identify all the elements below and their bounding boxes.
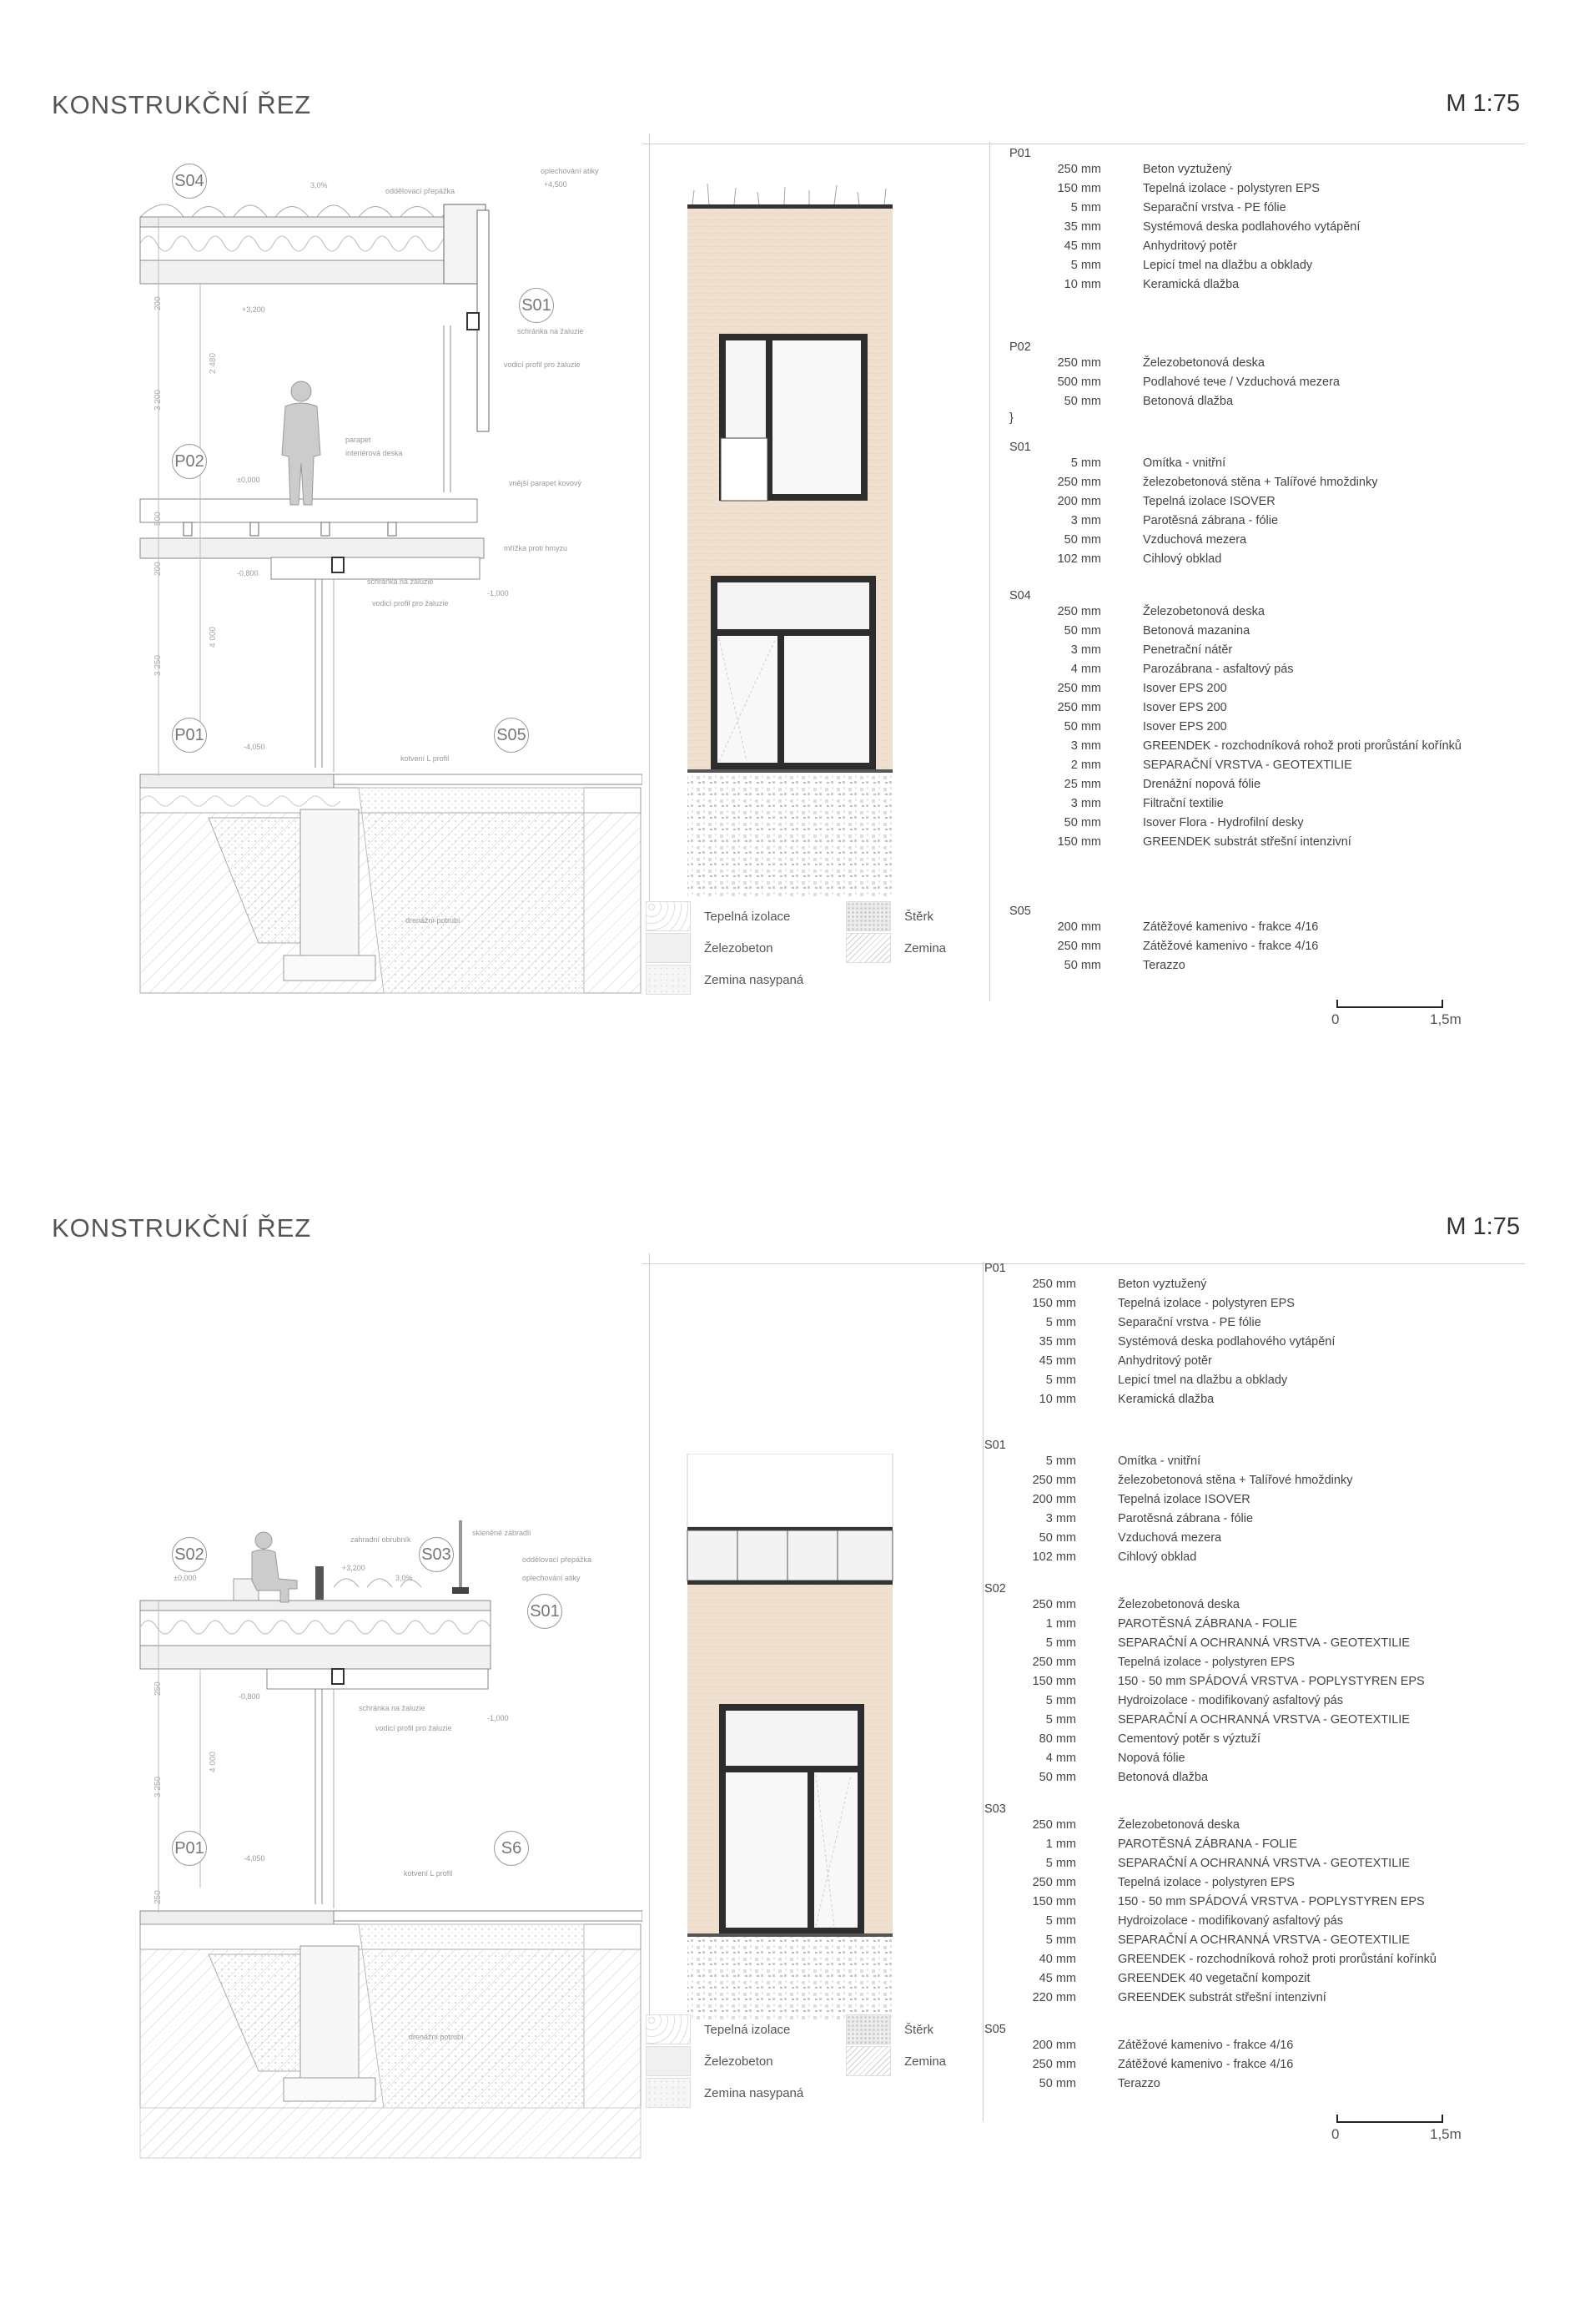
legend-swatch-zemina (846, 933, 891, 963)
annotation: vodicí profil pro žaluzie (504, 360, 581, 369)
layer-group-code: S03 (984, 1802, 1006, 1816)
annotation: oddělovací přepážka (522, 1555, 592, 1564)
annotation: schránka na žaluzie (367, 577, 434, 586)
legend-swatch-sterk (846, 2014, 891, 2044)
layer-thickness: 80 mm (1039, 1732, 1076, 1746)
annotation: interiérová deska (345, 449, 403, 457)
layer-material: GREENDEK substrát střešní intenzivní (1118, 1991, 1326, 2004)
legend-swatch-izolace (646, 2014, 691, 2044)
layer-thickness: 5 mm (1045, 1374, 1076, 1387)
layer-material: Beton vyztužený (1143, 163, 1232, 176)
facade-elevation (684, 167, 901, 901)
sheet-title: KONSTRUKČNÍ ŘEZ (52, 1213, 312, 1243)
annotation: drenážní potrubí (409, 2033, 464, 2041)
person-figure (277, 380, 325, 509)
layer-material: Beton vyztužený (1118, 1278, 1207, 1291)
annotation: +3,200 (242, 305, 265, 314)
layer-material: Lepicí tmel na dlažbu a obklady (1143, 259, 1313, 272)
layer-thickness: 5 mm (1070, 201, 1101, 214)
annotation: oplechování atiky (522, 1574, 581, 1582)
layer-material: PAROTĚSNÁ ZÁBRANA - FOLIE (1118, 1838, 1297, 1851)
legend-swatch-zelezobeton (646, 933, 691, 963)
layer-material: Zátěžové kamenivo - frakce 4/16 (1118, 2039, 1294, 2052)
layer-material: Isover EPS 200 (1143, 682, 1227, 695)
layer-thickness: 4 mm (1070, 663, 1101, 676)
legend-swatch-izolace (646, 901, 691, 931)
layer-thickness: 45 mm (1039, 1972, 1076, 1985)
annotation: vodicí profil pro žaluzie (372, 599, 449, 607)
dimension: 3 250 (153, 1776, 163, 1797)
layer-material: Cihlový obklad (1118, 1550, 1197, 1564)
seated-person-figure (242, 1530, 300, 1606)
section-tag-s03: S03 (419, 1537, 454, 1572)
layer-material: Omítka - vnitřní (1143, 456, 1226, 470)
layer-group-code: S05 (984, 2023, 1006, 2036)
construction-section-drawing (133, 1520, 642, 2188)
layer-material: Drenážní nopová fólie (1143, 778, 1261, 791)
layer-group-p02: P02 250 mm Železobetonová deska 500 mm Podlahové tече / Vzduchová mezera 50 mm Betonová dlažba } (1009, 340, 1340, 425)
layer-thickness: 5 mm (1045, 1933, 1076, 1947)
layer-material: Nopová fólie (1118, 1752, 1185, 1765)
annotation: ±0,000 (174, 1574, 197, 1582)
annotation: vodicí profil pro žaluzie (375, 1724, 452, 1732)
layer-thickness: 5 mm (1070, 456, 1101, 470)
layer-material: Separační vrstva - PE fólie (1118, 1316, 1261, 1329)
layer-thickness: 3 mm (1070, 739, 1101, 753)
layer-composition-list (1009, 147, 1560, 1006)
layer-thickness: 1 mm (1045, 1617, 1076, 1631)
layer-group-code: S01 (984, 1439, 1006, 1452)
layer-thickness: 150 mm (1032, 1297, 1076, 1310)
layer-thickness: 50 mm (1064, 720, 1101, 733)
layer-thickness: 250 mm (1057, 163, 1101, 176)
divider (649, 134, 650, 901)
layer-thickness: 220 mm (1032, 1991, 1076, 2004)
layer-material: Systémová deska podlahového vytápění (1143, 220, 1361, 234)
layer-thickness: 250 mm (1057, 356, 1101, 370)
sheet-title: KONSTRUKČNÍ ŘEZ (52, 90, 312, 119)
layer-group-s02 (984, 1582, 1425, 1787)
dimension: 250 (153, 1890, 163, 1904)
layer-thickness: 250 mm (1057, 605, 1101, 618)
layer-material: Anhydritový potěr (1143, 239, 1237, 253)
layer-thickness: 102 mm (1057, 552, 1101, 566)
annotation: vnější parapet kovový (509, 479, 582, 487)
dimension: 500 (153, 512, 163, 526)
layer-thickness: 250 mm (1032, 1598, 1076, 1611)
annotation: ±0,000 (237, 476, 260, 484)
layer-thickness: 5 mm (1045, 1914, 1076, 1928)
layer-group-s01 (984, 1439, 1352, 1567)
layer-thickness: 50 mm (1064, 533, 1101, 547)
sheet-1 (0, 0, 1585, 1118)
annotation: drenážní potrubí (405, 916, 460, 925)
layer-material: Parotěsná zábrana - fólie (1118, 1512, 1254, 1525)
layer-thickness: 5 mm (1070, 259, 1101, 272)
layer-thickness: 50 mm (1064, 959, 1101, 972)
scale-bar-line (1336, 1000, 1443, 1008)
scale-bar (1331, 1000, 1470, 1033)
layer-material: Zátěžové kamenivo - frakce 4/16 (1118, 2058, 1294, 2071)
section-tag-p02: P02 (172, 444, 207, 479)
layer-group-s04 (1009, 589, 1462, 852)
layer-thickness: 5 mm (1045, 1713, 1076, 1727)
annotation: +3,200 (342, 1564, 365, 1572)
layer-thickness: 1 mm (1045, 1838, 1076, 1851)
layer-material: Isover EPS 200 (1143, 701, 1227, 714)
layer-material: železobetonová stěna + Talířové hmoždinky (1143, 476, 1378, 489)
annotation: zahradní obrubník (350, 1535, 411, 1544)
layer-thickness: 250 mm (1057, 701, 1101, 714)
layer-thickness: 25 mm (1064, 778, 1101, 791)
layer-material: Parotěsná zábrana - fólie (1143, 514, 1279, 527)
layer-material: Zátěžové kamenivo - frakce 4/16 (1143, 940, 1319, 953)
layer-thickness: 250 mm (1032, 1278, 1076, 1291)
layer-thickness: 3 mm (1070, 514, 1101, 527)
layer-material: Železobetonová deska (1118, 1818, 1240, 1832)
layer-material: Vzduchová mezera (1143, 533, 1247, 547)
annotation: parapet (345, 436, 371, 444)
layer-material: železobetonová stěna + Talířové hmoždinky (1118, 1474, 1353, 1487)
layer-material: Isover EPS 200 (1143, 720, 1227, 733)
layer-material: Betonová dlažba (1118, 1771, 1209, 1784)
layer-thickness: 250 mm (1032, 1474, 1076, 1487)
sheet-scale: M 1:75 (1446, 90, 1520, 117)
layer-material: Terazzo (1118, 2077, 1160, 2090)
layer-thickness: 250 mm (1032, 1656, 1076, 1669)
dimension: 4 000 (209, 1751, 218, 1772)
layer-group-code: S02 (984, 1582, 1006, 1596)
dimension: 2 480 (209, 352, 218, 374)
legend-label: Štěrk (904, 909, 934, 924)
annotation: kotvení L profil (404, 1869, 453, 1878)
layer-material: Tepelná izolace - polystyren EPS (1143, 182, 1320, 195)
layer-thickness: 2 mm (1070, 759, 1101, 772)
layer-material: Filtrační textilie (1143, 797, 1224, 810)
layer-thickness: 5 mm (1045, 1694, 1076, 1707)
layer-thickness: 45 mm (1039, 1354, 1076, 1368)
sheet-scale: M 1:75 (1446, 1213, 1520, 1240)
layer-thickness: 250 mm (1057, 682, 1101, 695)
section-tag-s6: S6 (494, 1831, 529, 1866)
layer-thickness: 50 mm (1039, 1771, 1076, 1784)
annotation: -0,800 (239, 1692, 260, 1701)
layer-material: Železobetonová deska (1143, 605, 1265, 618)
layer-material: Lepicí tmel na dlažbu a obklady (1118, 1374, 1288, 1387)
annotation: oplechování atiky (541, 167, 599, 175)
sheet-2 (0, 1120, 1585, 2238)
layer-thickness: 5 mm (1045, 1857, 1076, 1870)
legend-label: Železobeton (704, 940, 773, 955)
layer-thickness: 50 mm (1039, 2077, 1076, 2090)
layer-thickness: 50 mm (1064, 624, 1101, 638)
legend-swatch-zelezobeton (646, 2046, 691, 2076)
layer-group-code: P01 (1009, 147, 1031, 160)
layer-thickness: 150 mm (1057, 835, 1101, 849)
layer-material: PAROTĚSNÁ ZÁBRANA - FOLIE (1118, 1617, 1297, 1631)
layer-material: Cementový potěr s výztuží (1118, 1732, 1260, 1746)
legend-label: Zemina (904, 2054, 947, 2069)
layer-group-s05 (984, 2023, 1293, 2094)
section-tag-s04: S04 (172, 164, 207, 199)
legend-label: Štěrk (904, 2022, 934, 2037)
layer-material: SEPARAČNÍ A OCHRANNÁ VRSTVA - GEOTEXTILIE (1118, 1857, 1410, 1870)
layer-material: Hydroizolace - modifikovaný asfaltový pás (1118, 1694, 1343, 1707)
layer-material: Železobetonová deska (1143, 356, 1265, 370)
layer-thickness: 10 mm (1064, 278, 1101, 291)
layer-composition-list (984, 1262, 1552, 2146)
layer-thickness: 4 mm (1045, 1752, 1076, 1765)
layer-material: Isover Flora - Hydrofilní desky (1143, 816, 1304, 829)
layer-group-code: P02 (1009, 340, 1031, 354)
layer-thickness: 3 mm (1070, 797, 1101, 810)
layer-thickness: 40 mm (1039, 1953, 1076, 1966)
layer-material: GREENDEK 40 vegetační kompozit (1118, 1972, 1311, 1985)
section-tag-s05: S05 (494, 718, 529, 753)
layer-material: Tepelná izolace ISOVER (1143, 495, 1276, 508)
layer-thickness: 102 mm (1032, 1550, 1076, 1564)
layer-thickness: 35 mm (1064, 220, 1101, 234)
layer-material: SEPARAČNÍ A OCHRANNÁ VRSTVA - GEOTEXTILIE (1118, 1636, 1410, 1650)
layer-material: GREENDEK substrát střešní intenzivní (1143, 835, 1351, 849)
legend-label: Zemina nasypaná (704, 2085, 804, 2100)
annotation: -1,000 (487, 1714, 509, 1722)
layer-thickness: 35 mm (1039, 1335, 1076, 1349)
layer-thickness: 250 mm (1032, 1818, 1076, 1832)
layer-material: GREENDEK - rozchodníková rohož proti prorůstání kořínků (1143, 739, 1462, 753)
layer-thickness: 3 mm (1070, 643, 1101, 657)
dimension: 200 (153, 296, 163, 310)
layer-thickness: 250 mm (1032, 1876, 1076, 1889)
layer-material: Terazzo (1143, 959, 1185, 972)
layer-thickness: 200 mm (1057, 920, 1101, 934)
legend-swatch-zemina (846, 2046, 891, 2076)
layer-material: 150 - 50 mm SPÁDOVÁ VRSTVA - POPLYSTYREN EPS (1118, 1895, 1425, 1908)
layer-material: Penetrační nátěr (1143, 643, 1233, 657)
layer-material: Železobetonová deska (1118, 1598, 1240, 1611)
legend-label: Zemina (904, 940, 947, 955)
dimension: 200 (153, 562, 163, 576)
legend-label: Železobeton (704, 2054, 773, 2069)
layer-material: SEPARAČNÍ VRSTVA - GEOTEXTILIE (1143, 759, 1352, 772)
divider (983, 1262, 984, 2121)
dimension: 3 200 (153, 389, 163, 411)
legend-label: Zemina nasypaná (704, 972, 804, 987)
annotation: +4,500 (544, 180, 567, 189)
scale-bar (1331, 2115, 1470, 2148)
scale-bar-start: 0 (1331, 1011, 1340, 1027)
layer-material: SEPARAČNÍ A OCHRANNÁ VRSTVA - GEOTEXTILIE (1118, 1933, 1410, 1947)
layer-material: Cihlový obklad (1143, 552, 1222, 566)
layer-material: Podlahové tече / Vzduchová mezera (1143, 376, 1340, 389)
layer-material: 150 - 50 mm SPÁDOVÁ VRSTVA - POPLYSTYREN EPS (1118, 1675, 1425, 1688)
annotation: oddělovací přepážka (385, 187, 455, 195)
section-tag-p01: P01 (172, 718, 207, 753)
layer-thickness: 50 mm (1039, 1531, 1076, 1545)
layer-material: Keramická dlažba (1143, 278, 1240, 291)
section-tag-s01: S01 (519, 288, 554, 323)
annotation: -4,050 (244, 1854, 265, 1863)
scale-bar-end: 1,5m (1430, 1011, 1462, 1027)
layer-thickness: 150 mm (1032, 1675, 1076, 1688)
annotation: mřížka proti hmyzu (504, 544, 568, 552)
layer-thickness: 500 mm (1057, 376, 1101, 389)
annotation: -0,800 (237, 569, 259, 577)
section-tag-s01: S01 (527, 1594, 562, 1629)
layer-group-s03 (984, 1802, 1437, 2008)
layer-group-code: S01 (1009, 441, 1031, 454)
legend-swatch-sterk (846, 901, 891, 931)
scale-bar-end: 1,5m (1430, 2126, 1462, 2142)
layer-group-code: S05 (1009, 905, 1031, 918)
layer-material: Tepelná izolace - polystyren EPS (1118, 1656, 1295, 1669)
legend-swatch-zemina-nasypana (646, 2078, 691, 2108)
layer-thickness: 5 mm (1045, 1454, 1076, 1468)
layer-thickness: 250 mm (1057, 940, 1101, 953)
layer-material: Hydroizolace - modifikovaný asfaltový pás (1118, 1914, 1343, 1928)
scale-bar-start: 0 (1331, 2126, 1340, 2142)
layer-thickness: 250 mm (1032, 2058, 1076, 2071)
layer-thickness: 5 mm (1045, 1636, 1076, 1650)
layer-group-s05 (1009, 905, 1318, 975)
legend-label: Tepelná izolace (704, 2022, 791, 2037)
layer-group-p01 (1009, 147, 1360, 295)
layer-thickness: 200 mm (1032, 1493, 1076, 1506)
layer-thickness: 10 mm (1039, 1393, 1076, 1406)
annotation: schránka na žaluzie (517, 327, 584, 335)
divider (989, 142, 990, 1001)
annotation: 3,0% (395, 1574, 413, 1582)
layer-group-p01 (984, 1262, 1335, 1409)
divider (649, 1253, 650, 2029)
annotation: skleněné zábradlí (472, 1529, 531, 1537)
facade-elevation (684, 1454, 901, 2021)
layer-group-s01 (1009, 441, 1377, 569)
dimension: 3 250 (153, 654, 163, 676)
layer-material: Betonová dlažba (1143, 395, 1234, 408)
layer-thickness: 50 mm (1064, 816, 1101, 829)
layer-material: Keramická dlažba (1118, 1393, 1215, 1406)
layer-material: Tepelná izolace - polystyren EPS (1118, 1297, 1295, 1310)
section-tag-p01: P01 (172, 1831, 207, 1866)
layer-group-code: S04 (1009, 589, 1031, 602)
layer-material: Tepelná izolace - polystyren EPS (1118, 1876, 1295, 1889)
annotation: kotvení L profil (400, 754, 450, 763)
layer-thickness: 150 mm (1057, 182, 1101, 195)
layer-material: GREENDEK - rozchodníková rohož proti prorůstání kořínků (1118, 1953, 1437, 1966)
legend-swatch-zemina-nasypana (646, 965, 691, 995)
layer-material: Tepelná izolace ISOVER (1118, 1493, 1250, 1506)
layer-material: Vzduchová mezera (1118, 1531, 1222, 1545)
legend-label: Tepelná izolace (704, 909, 791, 924)
layer-material: Parozábrana - asfaltový pás (1143, 663, 1294, 676)
layer-thickness: 5 mm (1045, 1316, 1076, 1329)
layer-thickness: 3 mm (1045, 1512, 1076, 1525)
section-tag-s02: S02 (172, 1537, 207, 1572)
layer-material: Anhydritový potěr (1118, 1354, 1212, 1368)
annotation: -1,000 (487, 589, 509, 597)
layer-thickness: 50 mm (1064, 395, 1101, 408)
dimension: 4 000 (209, 626, 218, 648)
layer-material: Systémová deska podlahového vytápění (1118, 1335, 1336, 1349)
layer-material: Omítka - vnitřní (1118, 1454, 1201, 1468)
legend (646, 901, 979, 1001)
dimension: 250 (153, 1681, 163, 1696)
layer-thickness: 150 mm (1032, 1895, 1076, 1908)
layer-material: Separační vrstva - PE fólie (1143, 201, 1286, 214)
legend (646, 2014, 979, 2115)
annotation: -4,050 (244, 743, 265, 751)
layer-material: Betonová mazanina (1143, 624, 1250, 638)
layer-material: Zátěžové kamenivo - frakce 4/16 (1143, 920, 1319, 934)
annotation: 3,0% (310, 181, 328, 189)
layer-thickness: 200 mm (1032, 2039, 1076, 2052)
scale-bar-line (1336, 2115, 1443, 2123)
layer-group-code: P01 (984, 1262, 1006, 1275)
annotation: schránka na žaluzie (359, 1704, 425, 1712)
layer-thickness: 200 mm (1057, 495, 1101, 508)
layer-thickness: 45 mm (1064, 239, 1101, 253)
layer-thickness: 250 mm (1057, 476, 1101, 489)
layer-material: SEPARAČNÍ A OCHRANNÁ VRSTVA - GEOTEXTILIE (1118, 1713, 1410, 1727)
